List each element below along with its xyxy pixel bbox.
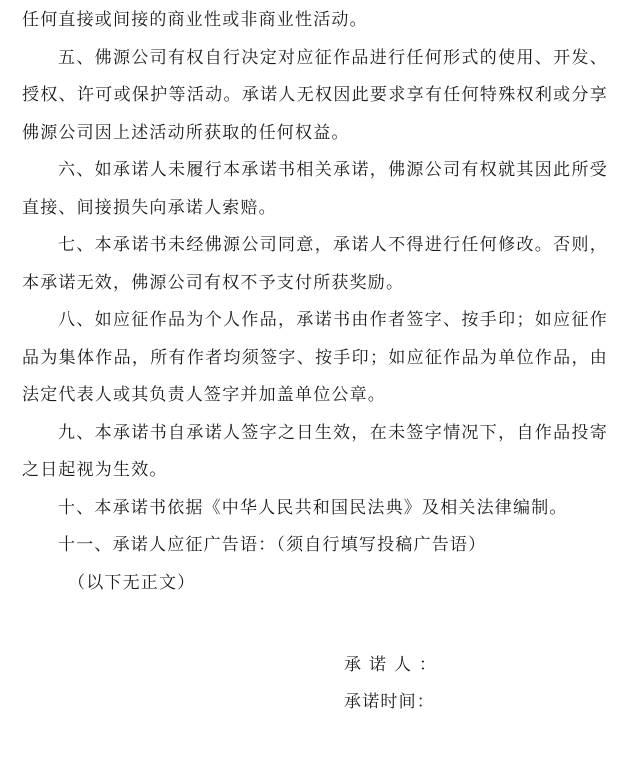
clause-8: 八、如应征作品为个人作品，承诺书由作者签字、按手印；如应征作品为集体作品，所有作者均须签字、按手印；如应征作品为单位作品，由法定代表人或其负责人签字并加盖单位公章。: [22, 310, 608, 405]
clause-5: 五、佛源公司有权自行决定对应征作品进行任何形式的使用、开发、授权、许可或保护等活动。承诺人无权因此要求享有任何特殊权利或分享佛源公司因上述活动所获取的任何权益。: [22, 47, 608, 143]
promisor-signature-label: 承诺人：: [344, 655, 444, 675]
clause-6: 六、如承诺人未履行本承诺书相关承诺，佛源公司有权就其因此所受直接、间接损失向承诺人索赔。: [22, 160, 608, 218]
clause-10: 十、本承诺书依据《中华人民共和国民法典》及相关法律编制。: [58, 497, 568, 518]
document-page: [22, 0, 608, 602]
end-of-text-note: （以下无正文）: [68, 572, 196, 593]
paragraph-continuation: 任何直接或间接的商业性或非商业性活动。: [22, 10, 368, 30]
promise-time-label: 承诺时间：: [344, 692, 435, 712]
clause-7: 七、本承诺书未经佛源公司同意，承诺人不得进行任何修改。否则，本承诺无效，佛源公司有权不予支付所获奖励。: [22, 235, 608, 293]
clause-11: 十一、承诺人应征广告语：（须自行填写投稿广告语）: [58, 535, 487, 555]
clause-9: 九、本承诺书自承诺人签字之日生效，在未签字情况下，自作品投寄之日起视为生效。: [22, 422, 608, 480]
